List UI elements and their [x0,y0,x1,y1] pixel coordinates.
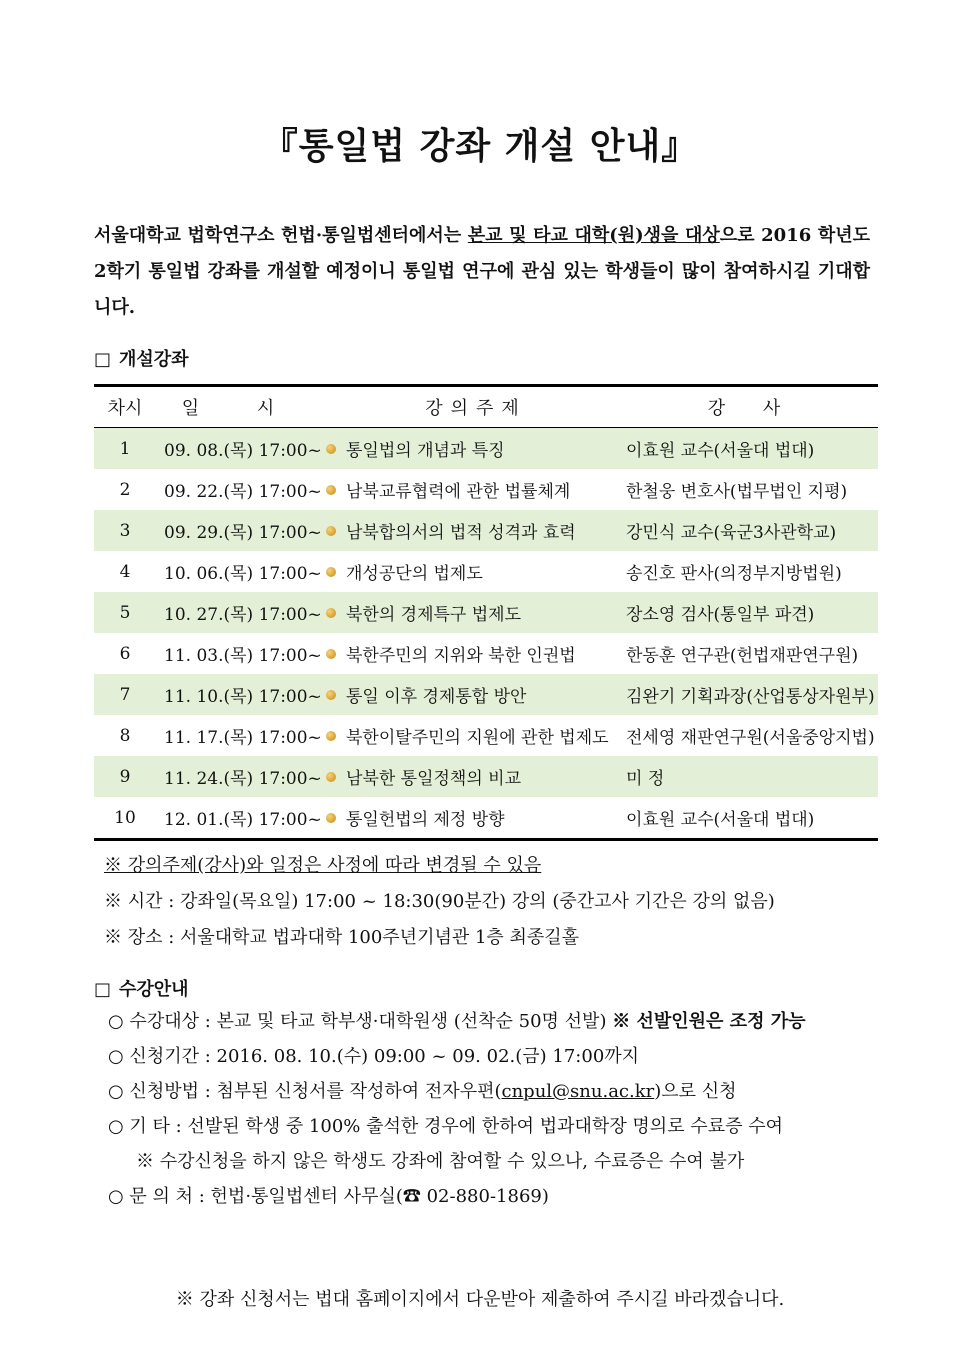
checkbox-square-icon: □ [94,349,112,370]
cell-topic-text: 통일 이후 경제통합 방안 [346,687,527,707]
header-no: 차시 [107,398,143,419]
guide-etc-note: ※ 수강신청을 하지 않은 학생도 강좌에 참여할 수 있으나, 수료증은 수여 불가 [136,1151,745,1172]
bullet-icon [326,608,336,618]
cell-date: 09. 22.(목) 17:00~ [164,482,322,502]
bullet-icon [326,731,336,741]
cell-topic-text: 남북교류협력에 관한 법률체계 [346,482,571,502]
cell-lecturer: 한동훈 연구관(헌법재판연구원) [626,646,859,666]
intro-text-1: 서울대학교 법학연구소 헌법·통일법센터에서는 [94,225,468,246]
table-body [94,428,878,838]
cell-date: 11. 10.(목) 17:00~ [164,687,322,707]
cell-date: 11. 03.(목) 17:00~ [164,646,322,666]
guide-method [108,1074,806,1109]
cell-topic [326,805,626,830]
bullet-icon [326,567,336,577]
bullet-icon [326,690,336,700]
cell-lecturer: 김완기 기획과장(산업통상자원부) [626,687,875,707]
cell-topic-text: 남북한 통일정책의 비교 [346,769,522,789]
guide-target-text: ○ 수강대상 : 본교 및 타교 학부생·대학원생 (선착순 50명 선발) [108,1011,613,1032]
cell-topic-text: 통일법의 개념과 특징 [346,441,505,461]
cell-no: 9 [119,766,131,787]
intro-underlined: 본교 및 타교 대학(원)생을 대상 [467,225,720,246]
cell-topic-text: 북한의 경제특구 법제도 [346,605,522,625]
guide-list [108,1004,806,1214]
cell-date: 10. 27.(목) 17:00~ [164,605,322,625]
cell-no: 10 [114,807,136,828]
cell-topic [326,641,626,666]
cell-date: 09. 08.(목) 17:00~ [164,441,322,461]
guide-period: ○ 신청기간 : 2016. 08. 10.(수) 09:00 ~ 09. 02.(금) 17:00까지 [108,1046,640,1067]
cell-no: 3 [119,520,131,541]
bullet-icon [326,444,336,454]
bullet-icon [326,813,336,823]
guide-method-text: ○ 신청방법 : 첨부된 신청서를 작성하여 전자우편( [108,1081,502,1102]
table-row [94,674,878,715]
cell-topic [326,436,626,461]
cell-topic [326,600,626,625]
cell-topic [326,764,626,789]
cell-lecturer: 전세영 재판연구원(서울중앙지법) [626,728,875,748]
table-row [94,510,878,551]
cell-topic [326,723,626,748]
page-title: 『통일법 강좌 개설 안내』 [261,125,699,167]
cell-lecturer: 미 정 [626,769,665,789]
cell-topic [326,477,626,502]
header-date: 일 시 [181,398,301,419]
cell-no: 4 [119,561,131,582]
cell-topic [326,518,626,543]
cell-topic-text: 통일헌법의 제정 방향 [346,810,505,830]
cell-date: 10. 06.(목) 17:00~ [164,564,322,584]
notes [104,848,775,956]
guide-etc: ○ 기 타 : 선발된 학생 중 100% 출석한 경우에 한하여 법과대학장 명의로 수료증 수여 [108,1116,783,1137]
table-row [94,592,878,633]
table-row [94,551,878,592]
cell-no: 8 [119,725,131,746]
cell-topic-text: 개성공단의 법제도 [346,564,483,584]
note-place: ※ 장소 : 서울대학교 법과대학 100주년기념관 1층 최종길홀 [104,927,580,948]
email-link[interactable]: cnpul@snu.ac.kr [501,1081,655,1102]
footer-note: ※ 강좌 신청서는 법대 홈페이지에서 다운받아 제출하여 주시길 바라겠습니다. [175,1289,785,1310]
course-table [94,384,878,841]
table-header [94,387,878,428]
cell-topic [326,559,626,584]
bullet-icon [326,772,336,782]
table-row [94,469,878,510]
bullet-icon [326,526,336,536]
cell-lecturer: 이효원 교수(서울대 법대) [626,810,815,830]
table-row [94,715,878,756]
guide-target [108,1004,806,1039]
cell-no: 6 [119,643,131,664]
bullet-icon [326,649,336,659]
cell-date: 11. 17.(목) 17:00~ [164,728,322,748]
cell-date: 12. 01.(목) 17:00~ [164,810,322,830]
cell-lecturer: 강민식 교수(육군3사관학교) [626,523,837,543]
intro-paragraph [94,218,870,326]
guide-contact: ○ 문 의 처 : 헌법·통일법센터 사무실(☎ 02-880-1869) [108,1186,549,1207]
cell-date: 11. 24.(목) 17:00~ [164,769,322,789]
bullet-icon [326,485,336,495]
table-row [94,797,878,838]
cell-topic [326,682,626,707]
cell-topic-text: 남북합의서의 법적 성격과 효력 [346,523,576,543]
cell-lecturer: 송진호 판사(의정부지방법원) [626,564,842,584]
table-row [94,756,878,797]
cell-no: 1 [119,438,131,459]
section-courses-label: 개설강좌 [119,349,189,370]
table-row [94,428,878,469]
note-time: ※ 시간 : 강좌일(목요일) 17:00 ~ 18:30(90분간) 강의 (중간고사 기간은 강의 없음) [104,891,775,912]
guide-target-note: ※ 선발인원은 조정 가능 [612,1011,806,1032]
cell-no: 7 [119,684,131,705]
section-courses-heading [94,345,189,371]
cell-lecturer: 이효원 교수(서울대 법대) [626,441,815,461]
header-topic: 강의주제 [425,398,527,419]
cell-lecturer: 한철웅 변호사(법무법인 지평) [626,482,848,502]
cell-topic-text: 북한이탈주민의 지원에 관한 법제도 [346,728,609,748]
checkbox-square-icon: □ [94,979,112,1000]
cell-date: 09. 29.(목) 17:00~ [164,523,322,543]
cell-lecturer: 장소영 검사(통일부 파견) [626,605,815,625]
intro-text-2: 으로 2016 학년도 2학기 통일법 강좌를 개설할 예정이니 통일법 연구에 관심 있는 학생들이 많이 참여하시길 기대합니다. [94,225,870,318]
section-guide-label: 수강안내 [119,979,189,1000]
header-lecturer: 강 사 [707,398,797,419]
guide-method-post: )으로 신청 [654,1081,737,1102]
cell-no: 2 [119,479,131,500]
cell-topic-text: 북한주민의 지위와 북한 인권법 [346,646,576,666]
note-change: ※ 강의주제(강사)와 일정은 사정에 따라 변경될 수 있음 [104,855,542,876]
section-guide-heading [94,975,189,1001]
cell-no: 5 [119,602,131,623]
table-row [94,633,878,674]
